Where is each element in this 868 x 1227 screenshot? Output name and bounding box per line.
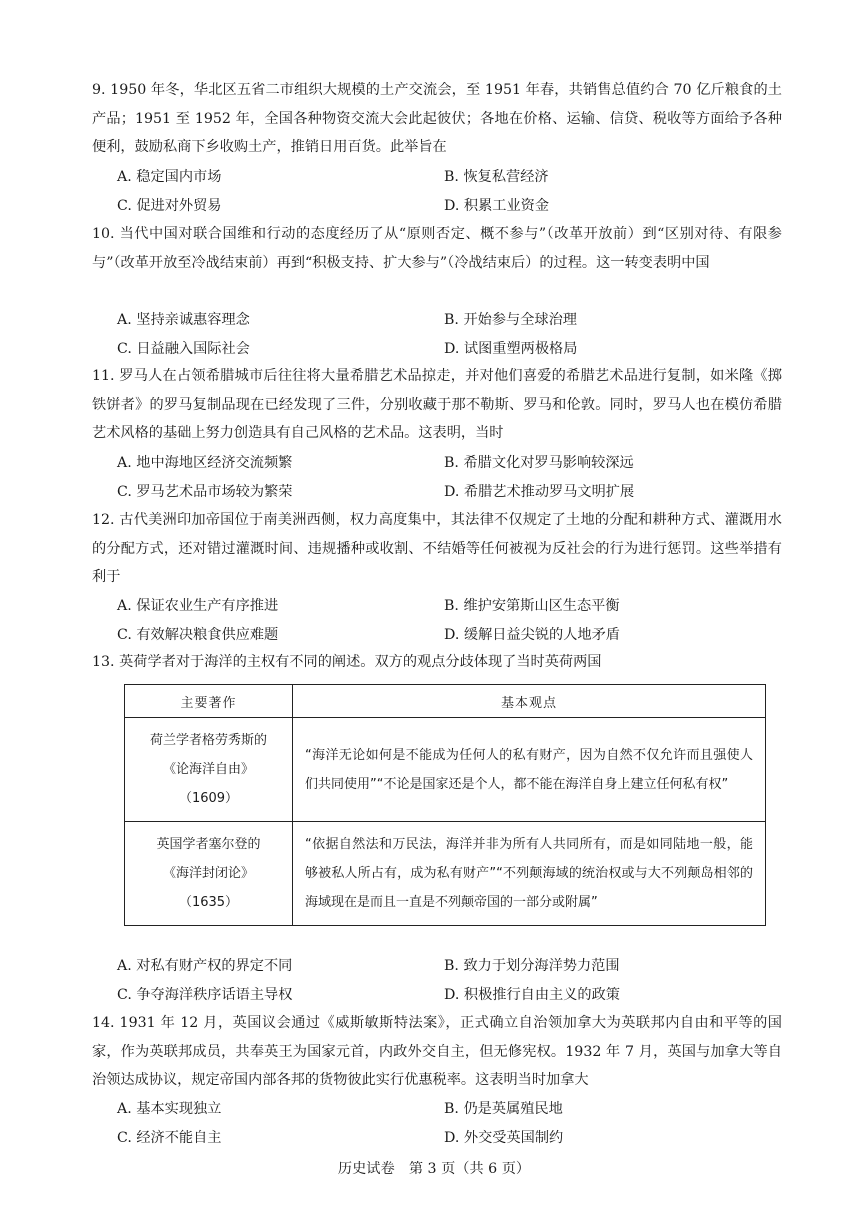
question-12-option-c: C. 有效解决粮食供应难题 (117, 627, 279, 643)
question-12-option-b: B. 维护安第斯山区生态平衡 (444, 598, 620, 614)
question-10-option-b: B. 开始参与全球治理 (444, 312, 577, 328)
author-label: 英国学者塞尔登的 (156, 837, 261, 852)
book-year: （1609） (178, 791, 239, 806)
table-cell-work (125, 718, 293, 822)
question-14-option-a: A. 基本实现独立 (117, 1101, 222, 1117)
question-10-option-a: A. 坚持亲诚惠容理念 (117, 312, 250, 328)
question-13-option-b: B. 致力于划分海洋势力范围 (444, 958, 620, 974)
question-14-option-d: D. 外交受英国制约 (444, 1130, 564, 1146)
question-10-option-d: D. 试图重塑两极格局 (444, 341, 578, 357)
table-cell-view: “依据自然法和万民法，海洋并非为所有人共同所有，而是如同陆地一般，能够被私人所占有，成为私有财产”“不列颠海域的统治权或与大不列颠岛相邻的海域现在是而且一直是不列颠帝国的一部分或附属” (293, 822, 766, 926)
question-10-stem: 10. 当代中国对联合国维和行动的态度经历了从“原则否定、概不参与”（改革开放前）到“区别对待、有限参与”（改革开放至冷战结束前）再到“积极支持、扩大参与”（冷战结束后）的过程。这一转变表明中国 (92, 226, 782, 271)
book-year: （1635） (178, 895, 239, 910)
question-13-stem: 13. 英荷学者对于海洋的主权有不同的阐述。双方的观点分歧体现了当时英荷两国 (92, 654, 602, 670)
question-9-option-b: B. 恢复私营经济 (444, 169, 549, 185)
question-13-option-a: A. 对私有财产权的界定不同 (117, 958, 293, 974)
question-12-option-d: D. 缓解日益尖锐的人地矛盾 (444, 627, 620, 643)
question-11-option-d: D. 希腊艺术推动罗马文明扩展 (444, 484, 635, 500)
question-11-option-b: B. 希腊文化对罗马影响较深远 (444, 455, 634, 471)
table-row (125, 718, 766, 822)
table-header-work: 主要著作 (125, 685, 293, 718)
question-11-option-c: C. 罗马艺术品市场较为繁荣 (117, 484, 293, 500)
question-9-stem: 9. 1950 年冬，华北区五省二市组织大规模的土产交流会，至 1951 年春，共销售总值约合 70 亿斤粮食的土产品；1951 至 1952 年，全国各种物资交流大会此起彼伏；各地在价格、运输、信贷、税收等方面给予各种便利，鼓励私商下乡收购土产，推销日用百货。此举旨在 (92, 82, 782, 155)
question-11-stem: 11. 罗马人在占领希腊城市后往往将大量希腊艺术品掠走，并对他们喜爱的希腊艺术品进行复制，如米隆《掷铁饼者》的罗马复制品现在已经发现了三件，分别收藏于那不勒斯、罗马和伦敦。同时，罗马人也在模仿希腊艺术风格的基础上努力创造具有自己风格的艺术品。这表明，当时 (92, 368, 782, 441)
table-cell-view: “海洋无论如何是不能成为任何人的私有财产，因为自然不仅允许而且强使人们共同使用”“不论是国家还是个人，都不能在海洋自身上建立任何私有权” (293, 718, 766, 822)
table-header-row (125, 685, 766, 718)
question-12-option-a: A. 保证农业生产有序推进 (117, 598, 279, 614)
book-title: 《海洋封闭论》 (162, 866, 254, 881)
author-label: 荷兰学者格劳秀斯的 (149, 733, 267, 748)
page-footer: 历史试卷 第 3 页（共 6 页） (337, 1161, 531, 1177)
question-11-option-a: A. 地中海地区经济交流频繁 (117, 455, 293, 471)
question-13-option-c: C. 争夺海洋秩序话语主导权 (117, 987, 293, 1003)
table-header-view: 基本观点 (293, 685, 766, 718)
table-row (125, 822, 766, 926)
book-title: 《论海洋自由》 (162, 762, 254, 777)
question-9-option-c: C. 促进对外贸易 (117, 198, 222, 214)
question-14-option-c: C. 经济不能自主 (117, 1130, 222, 1146)
question-12-stem: 12. 古代美洲印加帝国位于南美洲西侧，权力高度集中，其法律不仅规定了土地的分配和耕种方式、灌溉用水的分配方式，还对错过灌溉时间、违规播种或收割、不结婚等任何被视为反社会的行为进行惩罚。这些举措有利于 (92, 512, 782, 585)
question-10-option-c: C. 日益融入国际社会 (117, 341, 250, 357)
viewpoints-table (124, 684, 766, 926)
question-14-option-b: B. 仍是英属殖民地 (444, 1101, 563, 1117)
table-cell-work (125, 822, 293, 926)
question-14-stem: 14. 1931 年 12 月，英国议会通过《威斯敏斯特法案》，正式确立自治领加拿大为英联邦内自由和平等的国家，作为英联邦成员，共奉英王为国家元首，内政外交自主，但无修宪权。1932 年 7 月，英国与加拿大等自治领达成协议，规定帝国内部各邦的货物彼此实行优惠税率。这表明当时加拿大 (92, 1015, 782, 1088)
question-13-option-d: D. 积极推行自由主义的政策 (444, 987, 620, 1003)
question-9-option-a: A. 稳定国内市场 (117, 169, 222, 185)
question-9-option-d: D. 积累工业资金 (444, 198, 550, 214)
